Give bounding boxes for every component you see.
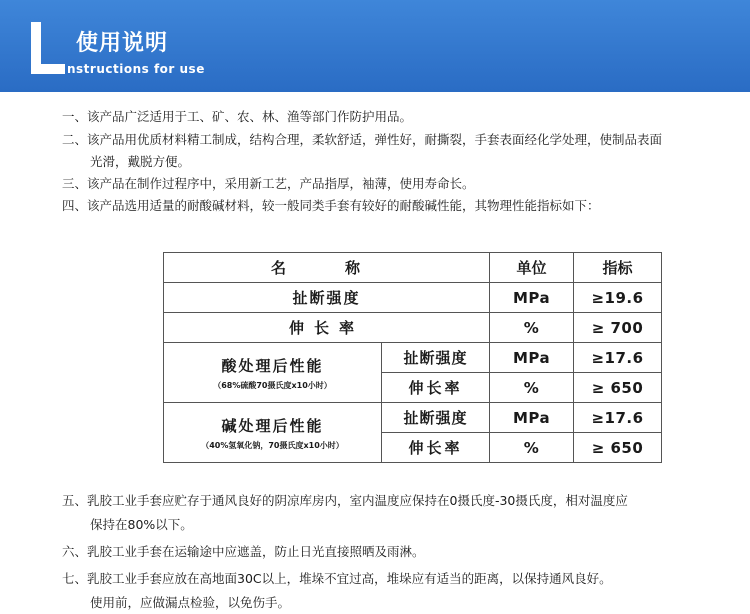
acid-label: 酸处理后性能	[221, 356, 324, 375]
header-name: 名 称	[164, 253, 490, 283]
header-index: 指标	[574, 253, 662, 283]
alkali-label: 碱处理后性能	[221, 416, 324, 435]
acid-tensile-unit: MPa	[490, 343, 574, 373]
spec-table	[163, 252, 662, 463]
alkali-tensile-unit: MPa	[490, 403, 574, 433]
intro-line-2-cont: 光滑，戴脱方便。	[90, 154, 191, 169]
table-row	[164, 403, 662, 433]
header-banner	[0, 0, 750, 92]
intro-line-1: 一、该产品广泛适用于工、矿、农、林、渔等部门作防护用品。	[62, 109, 413, 124]
alkali-tensile-value: ≥17.6	[574, 403, 662, 433]
page-title: 使用说明	[76, 31, 169, 56]
acid-elong-label: 伸长率	[382, 373, 490, 403]
intro-line-3: 三、该产品在制作过程序中，采用新工艺，产品指厚，袖薄，使用寿命长。	[62, 176, 475, 191]
tensile-label: 扯断强度	[164, 283, 490, 313]
header-unit: 单位	[490, 253, 574, 283]
alkali-label-cell	[164, 403, 382, 463]
alkali-elong-unit: %	[490, 433, 574, 463]
note-line-7-cont: 使用前，应做漏点检验，以免伤手。	[90, 595, 291, 610]
table-row	[164, 313, 662, 343]
acid-tensile-label: 扯断强度	[382, 343, 490, 373]
table-row	[164, 283, 662, 313]
elongation-value: ≥ 700	[574, 313, 662, 343]
alkali-elong-value: ≥ 650	[574, 433, 662, 463]
intro-line-4: 四、该产品选用适量的耐酸碱材料，较一般同类手套有较好的耐酸碱性能，其物理性能指标如下：	[62, 198, 600, 213]
acid-note: （68%硫酸70摄氏度x10小时）	[213, 380, 332, 390]
page-subtitle: nstructions for use	[67, 62, 205, 76]
table-header-row	[164, 253, 662, 283]
alkali-tensile-label: 扯断强度	[382, 403, 490, 433]
note-line-7: 七、乳胶工业手套应放在高地面30C以上，堆垛不宜过高，堆垛应有适当的距离，以保持通风良好。	[62, 571, 612, 586]
note-line-6: 六、乳胶工业手套在运输途中应遮盖，防止日光直接照晒及雨淋。	[62, 544, 425, 559]
acid-elong-unit: %	[490, 373, 574, 403]
acid-elong-value: ≥ 650	[574, 373, 662, 403]
table-row	[164, 343, 662, 373]
tensile-unit: MPa	[490, 283, 574, 313]
elongation-label: 伸长率	[164, 313, 490, 343]
logo-l-icon	[31, 22, 65, 74]
alkali-elong-label: 伸长率	[382, 433, 490, 463]
note-line-5-cont: 保持在80%以下。	[90, 517, 193, 532]
tensile-value: ≥19.6	[574, 283, 662, 313]
alkali-note: （40%氢氧化钠，70摄氏度x10小时）	[201, 440, 344, 450]
acid-label-cell	[164, 343, 382, 403]
intro-line-2: 二、该产品用优质材料精工制成，结构合理，柔软舒适，弹性好，耐撕裂，手套表面经化学处理，使制品表面	[62, 132, 663, 147]
acid-tensile-value: ≥17.6	[574, 343, 662, 373]
elongation-unit: %	[490, 313, 574, 343]
note-line-5: 五、乳胶工业手套应贮存于通风良好的阴凉库房内，室内温度应保持在0摄氏度-30摄氏度，相对温度应	[62, 493, 628, 508]
